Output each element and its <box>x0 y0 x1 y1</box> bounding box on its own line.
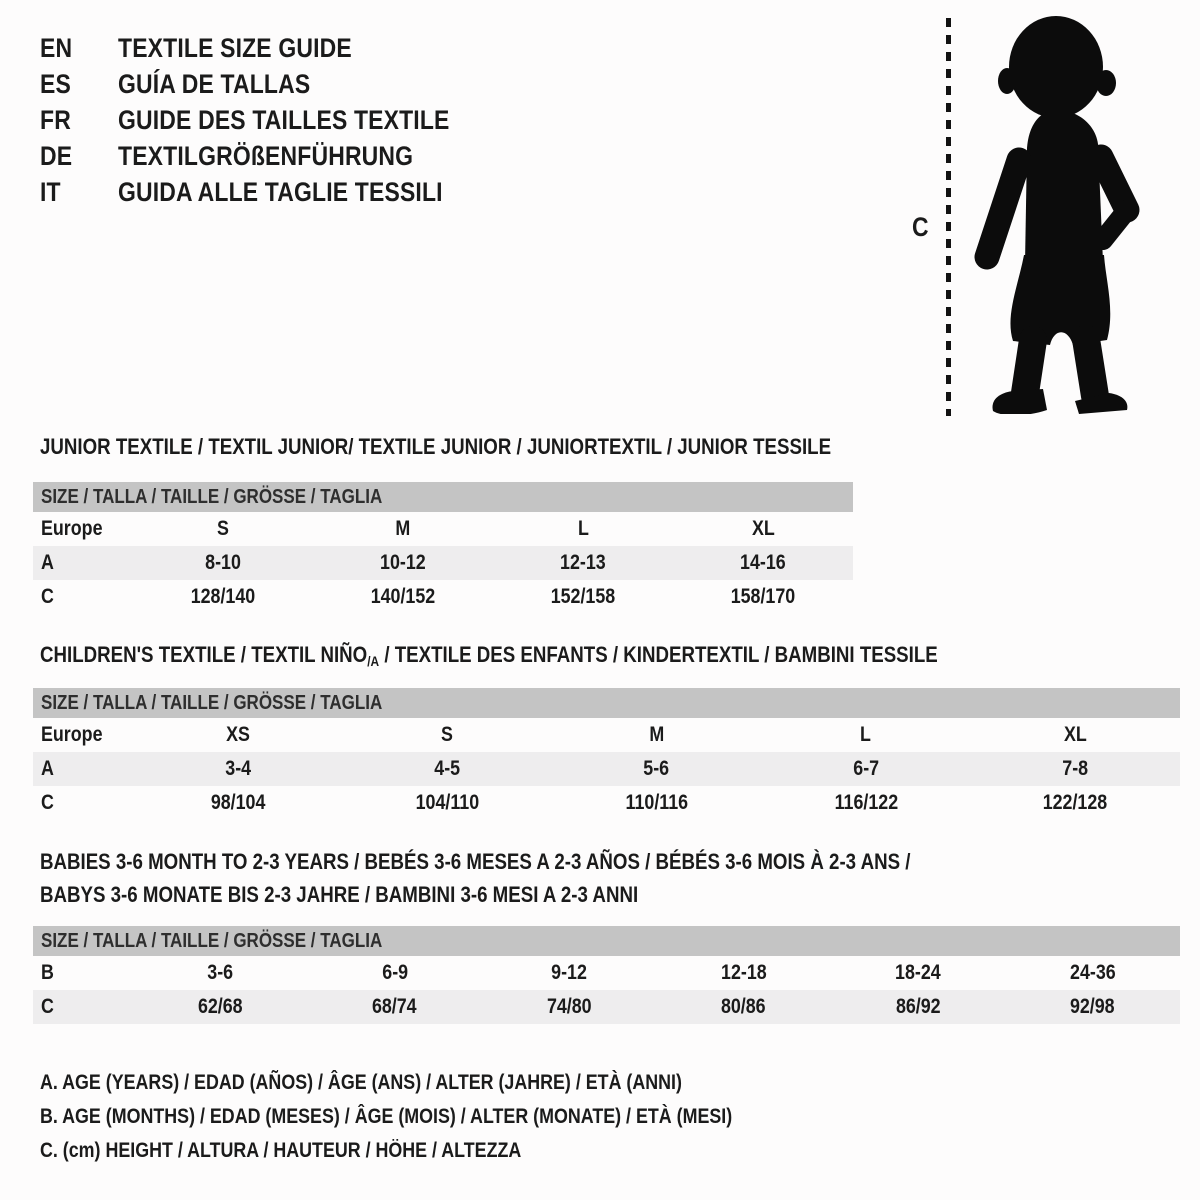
column-header: S <box>441 723 454 746</box>
babies-months-row <box>33 956 1180 990</box>
size-header-bar <box>33 688 1180 718</box>
size-header-bar <box>33 482 853 512</box>
children-size-table <box>33 688 1180 820</box>
cell: 8-10 <box>205 551 241 574</box>
column-header: XL <box>1063 723 1087 746</box>
cell: 12-13 <box>560 551 606 574</box>
children-column-header-row <box>33 718 1180 752</box>
measurement-legend <box>40 1066 854 1168</box>
cell: 74/80 <box>546 995 592 1018</box>
lang-row-de <box>40 138 508 174</box>
cell: 24-36 <box>1069 961 1116 984</box>
column-header: XS <box>225 723 250 746</box>
size-header-label: SIZE / TALLA / TAILLE / GRÖSSE / TAGLIA <box>41 691 383 714</box>
legend-line-a: A. AGE (YEARS) / EDAD (AÑOS) / ÂGE (ANS) / ALTER (JAHRE) / ETÀ (ANNI) <box>40 1071 682 1094</box>
region-label: Europe <box>41 723 103 746</box>
junior-column-header-row <box>33 512 853 546</box>
guide-title-fr: GUIDE DES TAILLES TEXTILE <box>118 104 450 135</box>
column-header: M <box>649 723 664 746</box>
region-label: Europe <box>41 517 103 540</box>
cell: 152/158 <box>550 585 616 608</box>
cell: 122/128 <box>1043 791 1108 814</box>
column-header: XL <box>751 517 775 540</box>
cell: 3-4 <box>224 757 251 780</box>
column-header: M <box>395 517 411 540</box>
junior-size-table <box>33 482 853 614</box>
cell: 9-12 <box>551 961 588 984</box>
row-label: C <box>41 791 54 814</box>
children-section-title: CHILDREN'S TEXTILE / TEXTIL NIÑO/A / TEXTILE DES ENFANTS / KINDERTEXTIL / BAMBINI TESSILE <box>40 642 938 669</box>
cell: 14-16 <box>740 551 786 574</box>
lang-row-it <box>40 174 508 210</box>
language-title-block <box>40 30 508 210</box>
lang-code: ES <box>40 68 71 99</box>
cell: 86/92 <box>895 995 941 1018</box>
guide-title-de: TEXTILGRÖßENFÜHRUNG <box>118 140 414 171</box>
nino-a-subscript: /A <box>367 653 380 669</box>
cell: 10-12 <box>380 551 426 574</box>
size-header-label: SIZE / TALLA / TAILLE / GRÖSSE / TAGLIA <box>41 485 383 508</box>
cell: 4-5 <box>434 757 460 780</box>
legend-line-c: C. (cm) HEIGHT / ALTURA / HAUTEUR / HÖHE / ALTEZZA <box>40 1139 522 1162</box>
babies-size-table <box>33 926 1180 1024</box>
guide-title-it: GUIDA ALLE TAGLIE TESSILI <box>118 176 443 207</box>
cell: 116/122 <box>834 791 898 814</box>
children-age-row <box>33 752 1180 786</box>
column-header: L <box>577 517 589 540</box>
cell: 6-9 <box>381 961 408 984</box>
cell: 80/86 <box>721 995 767 1018</box>
cell: 92/98 <box>1070 995 1116 1018</box>
height-measure-line <box>946 18 951 416</box>
babies-height-row <box>33 990 1180 1024</box>
cell: 18-24 <box>895 961 942 984</box>
cell: 104/110 <box>415 791 479 814</box>
cell: 128/140 <box>190 585 256 608</box>
guide-title-en: TEXTILE SIZE GUIDE <box>118 32 352 63</box>
lang-code: FR <box>40 104 71 135</box>
cell: 6-7 <box>852 757 879 780</box>
column-header: L <box>860 723 872 746</box>
cell: 158/170 <box>730 585 796 608</box>
junior-age-row <box>33 546 853 580</box>
cell: 140/152 <box>370 585 436 608</box>
cell: 5-6 <box>643 757 670 780</box>
lang-code: EN <box>40 32 73 63</box>
size-header-label: SIZE / TALLA / TAILLE / GRÖSSE / TAGLIA <box>41 929 383 952</box>
lang-row-fr <box>40 102 508 138</box>
legend-line-b: B. AGE (MONTHS) / EDAD (MESES) / ÂGE (MOIS) / ALTER (MONATE) / ETÀ (MESI) <box>40 1105 733 1128</box>
row-label: A <box>41 757 54 780</box>
row-label: C <box>41 995 54 1018</box>
lang-row-en <box>40 30 508 66</box>
row-label: B <box>41 961 54 984</box>
cell: 110/116 <box>625 791 688 814</box>
lang-row-es <box>40 66 508 102</box>
size-header-bar <box>33 926 1180 956</box>
row-label: A <box>41 551 54 574</box>
cell: 3-6 <box>207 961 234 984</box>
junior-section-title: JUNIOR TEXTILE / TEXTIL JUNIOR/ TEXTILE JUNIOR / JUNIORTEXTIL / JUNIOR TESSILE <box>40 434 832 459</box>
cell: 12-18 <box>720 961 767 984</box>
babies-section-title: BABIES 3-6 MONTH TO 2-3 YEARS / BEBÉS 3-6 MESES A 2-3 AÑOS / BÉBÉS 3-6 MOIS À 2-3 ANS / BABYS 3-6 MONATE BIS 2-3 JAHRE / BAMBINI 3-6 MESI A 2-3 ANNI <box>40 849 911 907</box>
cell: 68/74 <box>372 995 418 1018</box>
guide-title-es: GUÍA DE TALLAS <box>118 68 311 99</box>
cell: 98/104 <box>210 791 265 814</box>
junior-height-row <box>33 580 853 614</box>
lang-code: IT <box>40 176 61 207</box>
height-measure-label: C <box>912 212 929 242</box>
cell: 7-8 <box>1062 757 1089 780</box>
cell: 62/68 <box>197 995 243 1018</box>
lang-code: DE <box>40 140 73 171</box>
column-header: S <box>217 517 229 540</box>
toddler-silhouette-icon <box>956 10 1164 414</box>
row-label: C <box>41 585 54 608</box>
children-height-row <box>33 786 1180 820</box>
